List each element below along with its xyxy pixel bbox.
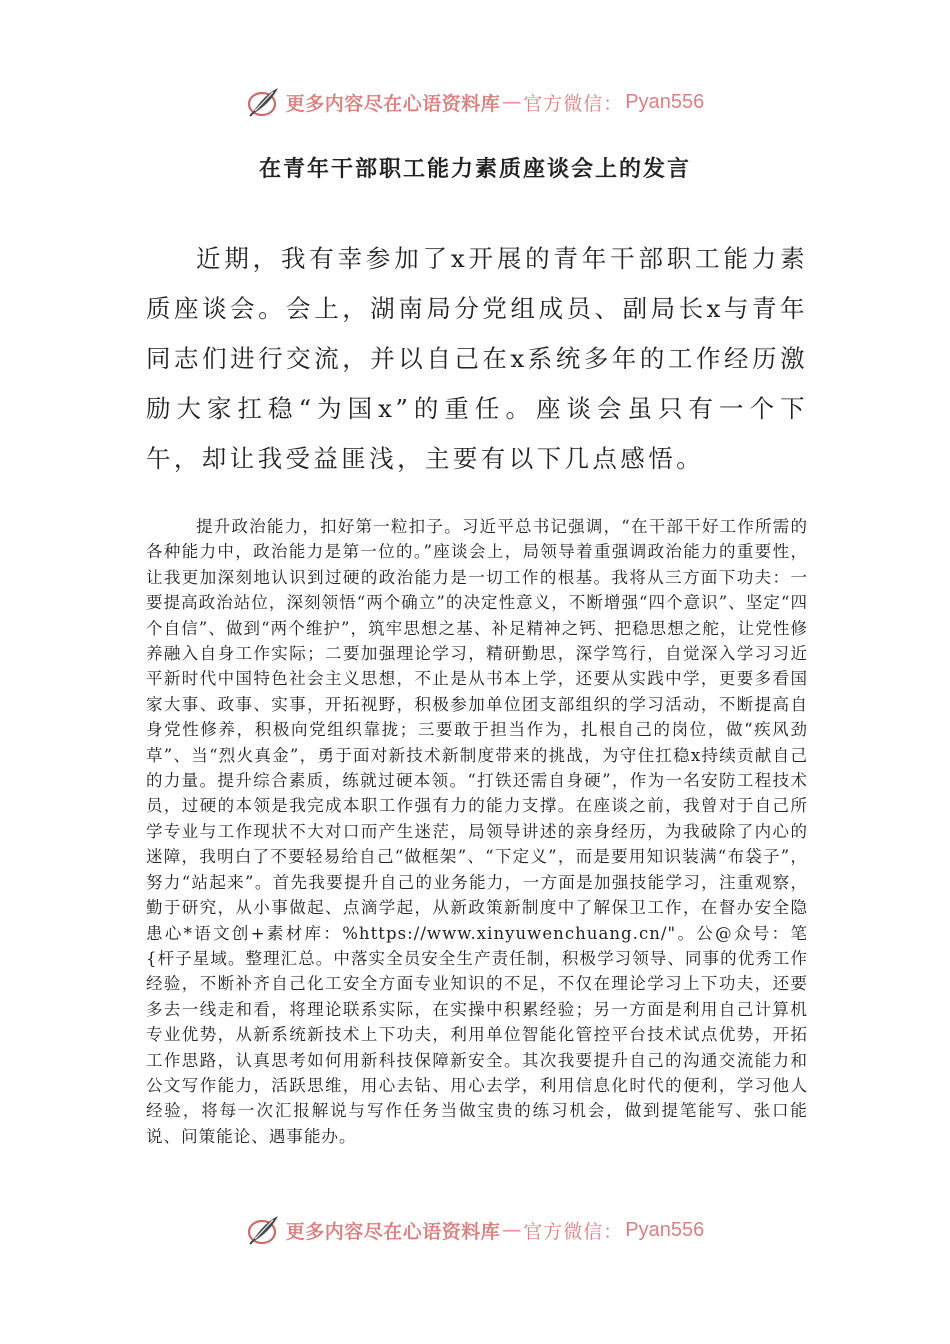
banner-wechat-label: 官方微信： <box>523 92 624 115</box>
banner-wechat-id: Pyan556 <box>625 1218 705 1241</box>
lead-paragraph: 近期，我有幸参加了x开展的青年干部职工能力素质座谈会。会上，湖南局分党组成员、副局长x与青年同志们进行交流，并以自己在x系统多年的工作经历激励大家扛稳“为国x”的重任。座谈会虽只有一个下午，却让我受益匪浅，主要有以下几点感悟。 <box>146 244 808 473</box>
banner-separator: — <box>502 1219 522 1241</box>
header-banner <box>0 82 950 122</box>
banner-separator: — <box>502 91 522 113</box>
footer-banner <box>0 1210 950 1250</box>
quill-pen-logo-icon <box>246 84 282 120</box>
body-paragraph: 提升政治能力，扣好第一粒扣子。习近平总书记强调，“在干部干好工作所需的各种能力中，政治能力是第一位的。”座谈会上，局领导着重强调政治能力的重要性，让我更加深刻地认识到过硬的政治能力是一切工作的根基。我将从三方面下功夫：一要提高政治站位，深刻领悟“两个确立”的决定性意义，不断增强“四个意识”、坚定“四个自信”、做到“两个维护”，筑牢思想之基、补足精神之钙、把稳思想之舵，让党性修养融入自身工作实际；二要加强理论学习，精研勤思，深学笃行，自觉深入学习习近平新时代中国特色社会主义思想，不止是从书本上学，还要从实践中学，更要多看国家大事、政事、实事，开拓视野，积极参加单位团支部组织的学习活动，不断提高自身党性修养，积极向党组织靠拢；三要敢于担当作为，扎根自己的岗位，做“疾风劲草”、当“烈火真金”，勇于面对新技术新制度带来的挑战，为守住扛稳x持续贡献自己的力量。提升综合素质，练就过硬本领。“打铁还需自身硬”，作为一名安防工程技术员，过硬的本领是我完成本职工作强有力的能力支撑。在座谈之前，我曾对于自己所学专业与工作现状不大对口而产生迷茫，局领导讲述的亲身经历，为我破除了内心的迷障，我明白了不要轻易给自己“做框架”、“下定义”，而是要用知识装满“布袋子”，努力“站起来”。首先我要提升自己的业务能力，一方面是加强技能学习，注重观察，勤于研究，从小事做起、点滴学起，从新政策新制度中了解保卫工作，在督办安全隐患心*语文创+素材库：%https://www.xinyuwenchuang.cn/"。公@众号：笔{杆子星域。整理汇总。中落实全员安全生产责任制，积极学习领导、同事的优秀工作经验，不断补齐自己化工安全方面专业知识的不足，不仅在理论学习上下功夫，还要多去一线走和看，将理论联系实际，在实操中积累经验；另一方面是利用自己计算机专业优势，从新系统新技术上下功夫，利用单位智能化管控平台技术试点优势，开拓工作思路，认真思考如何用新科技保障新安全。其次我要提升自己的沟通交流能力和公文写作能力，活跃思维，用心去钻、用心去学，利用信息化时代的便利，学习他人经验，将每一次汇报解说与写作任务当做宝贵的练习机会，做到提笔能写、张口能说、问策能论、遇事能办。 <box>146 517 808 1146</box>
banner-wechat-label: 官方微信： <box>523 1220 624 1243</box>
quill-pen-logo-icon <box>246 1212 282 1248</box>
banner-brand-text: 更多内容尽在心语资料库 <box>285 1220 501 1243</box>
document-title: 在青年干部职工能力素质座谈会上的发言 <box>258 156 691 182</box>
banner-wechat-id: Pyan556 <box>625 90 705 113</box>
banner-brand-text: 更多内容尽在心语资料库 <box>285 92 501 115</box>
